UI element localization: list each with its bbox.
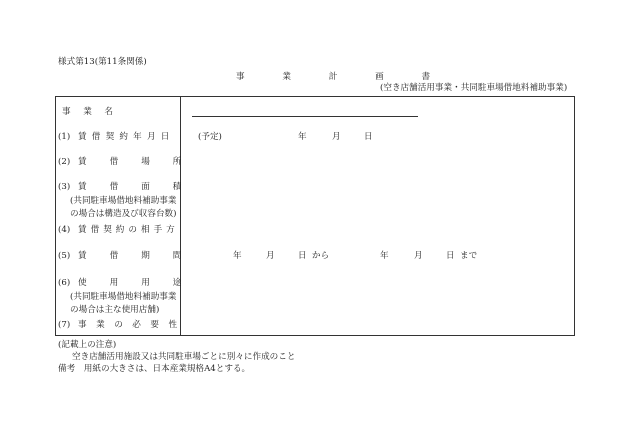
label-necessity: 事業の必要性 — [78, 320, 187, 330]
period-end-year: 年 — [380, 251, 389, 261]
period-end-day: 日 — [446, 251, 455, 261]
label-usage: 使用用途 — [78, 278, 205, 288]
notes-line2: 備考 用紙の大きさは、日本産業規格A4とする。 — [58, 364, 251, 374]
contract-date-prefix: (予定) — [198, 132, 222, 142]
label-usage-note1: (共同駐車場借地料補助事業 — [70, 292, 177, 302]
label-usage-note2: の場合は主な使用店舗) — [70, 305, 160, 315]
row3-number: (3) — [58, 182, 71, 192]
period-start-day: 日 — [298, 251, 307, 261]
contract-month: 月 — [332, 132, 341, 142]
period-end-month: 月 — [414, 251, 423, 261]
label-area-note1: (共同駐車場借地料補助事業 — [70, 196, 177, 206]
period-until: まで — [460, 251, 478, 261]
column-divider — [180, 96, 181, 336]
label-contract-date: 賃借契約年月日 — [78, 132, 175, 142]
period-start-year: 年 — [233, 251, 242, 261]
row7-number: (7) — [58, 320, 71, 330]
contract-year: 年 — [298, 132, 307, 142]
label-area-note2: の場合は構造及び収容台数) — [70, 209, 177, 219]
label-area: 賃借面積 — [78, 182, 205, 192]
row2-number: (2) — [58, 157, 71, 167]
label-location: 賃借場所 — [78, 157, 205, 167]
period-start-month: 月 — [266, 251, 275, 261]
notes-line1: 空き店舗活用施設又は共同駐車場ごとに別々に作成のこと — [72, 352, 296, 362]
row1-number: (1) — [58, 132, 71, 142]
row5-number: (5) — [58, 251, 71, 261]
document-title: 事 業 計 画 書 — [236, 72, 434, 82]
row4-number: (4) — [58, 225, 71, 235]
row6-number: (6) — [58, 278, 71, 288]
label-period: 賃借期間 — [78, 251, 205, 261]
period-from: から — [312, 251, 330, 261]
notes-heading: (記載上の注意) — [58, 340, 117, 350]
business-name-input-line[interactable] — [192, 116, 418, 117]
label-counterparty: 賃借契約の相手方 — [78, 225, 179, 235]
label-business-name: 事 業 名 — [62, 107, 115, 117]
contract-day: 日 — [364, 132, 373, 142]
form-number: 様式第13(第11条関係) — [58, 57, 147, 67]
document-subtitle: (空き店舗活用事業・共同駐車場借地料補助事業) — [380, 83, 568, 93]
